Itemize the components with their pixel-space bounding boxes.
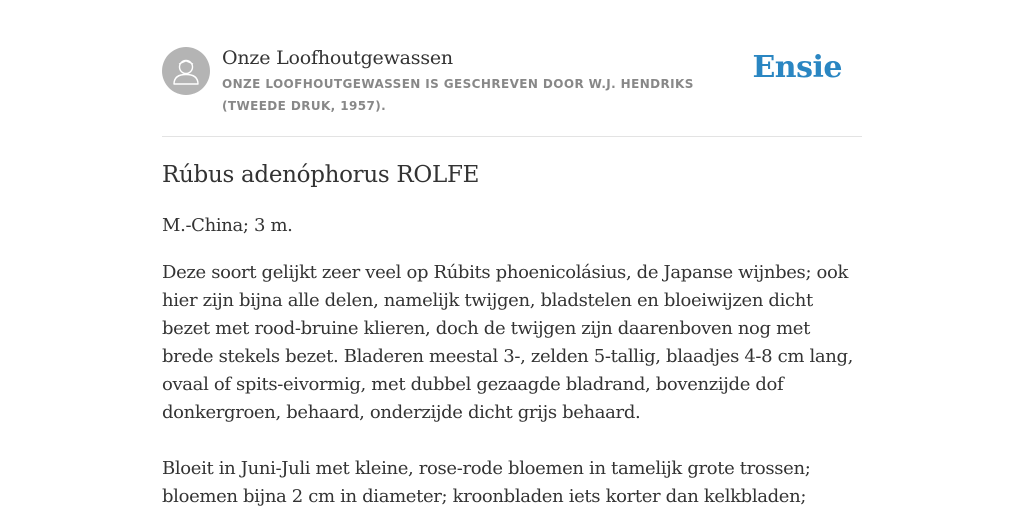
- book-meta: [222, 46, 762, 117]
- article-title: Rúbus adenóphorus ROLFE: [162, 162, 480, 188]
- book-title[interactable]: Onze Loofhoutgewassen: [222, 47, 453, 69]
- article-paragraph: Deze soort gelijkt zeer veel op Rúbits phoenicolásius, de Japanse wijnbes; ook hier zijn bijna alle delen, namelijk twijgen, bladstelen en bloeiwijzen dicht bezet met rood-bruine klieren, doch de twijgen zijn daarenboven nog met brede stekels bezet. Bladeren meestal 3-, zelden 5-tallig, blaadjes 4-8 cm lang, ovaal of spits-eivormig, met dubbel gezaagde bladrand, bovenzijde dof donkergroen, behaard, onderzijde dicht grijs behaard.: [162, 262, 854, 423]
- page-container: [162, 0, 862, 507]
- ensie-logo[interactable]: Ensie: [752, 50, 842, 85]
- article-paragraph: Bloeit in Juni-Juli met kleine, rose-rode bloemen in tamelijk grote trossen; bloemen bijna 2 cm in diameter; kroonbladen iets korter dan kelkbladen;: [162, 458, 811, 507]
- book-description: ONZE LOOFHOUTGEWASSEN IS GESCHREVEN DOOR W.J. HENDRIKS (TWEEDE DRUK, 1957).: [222, 77, 694, 113]
- book-header: [162, 0, 862, 137]
- article-paragraph: M.-China; 3 m.: [162, 215, 293, 236]
- user-avatar-icon[interactable]: [162, 47, 210, 95]
